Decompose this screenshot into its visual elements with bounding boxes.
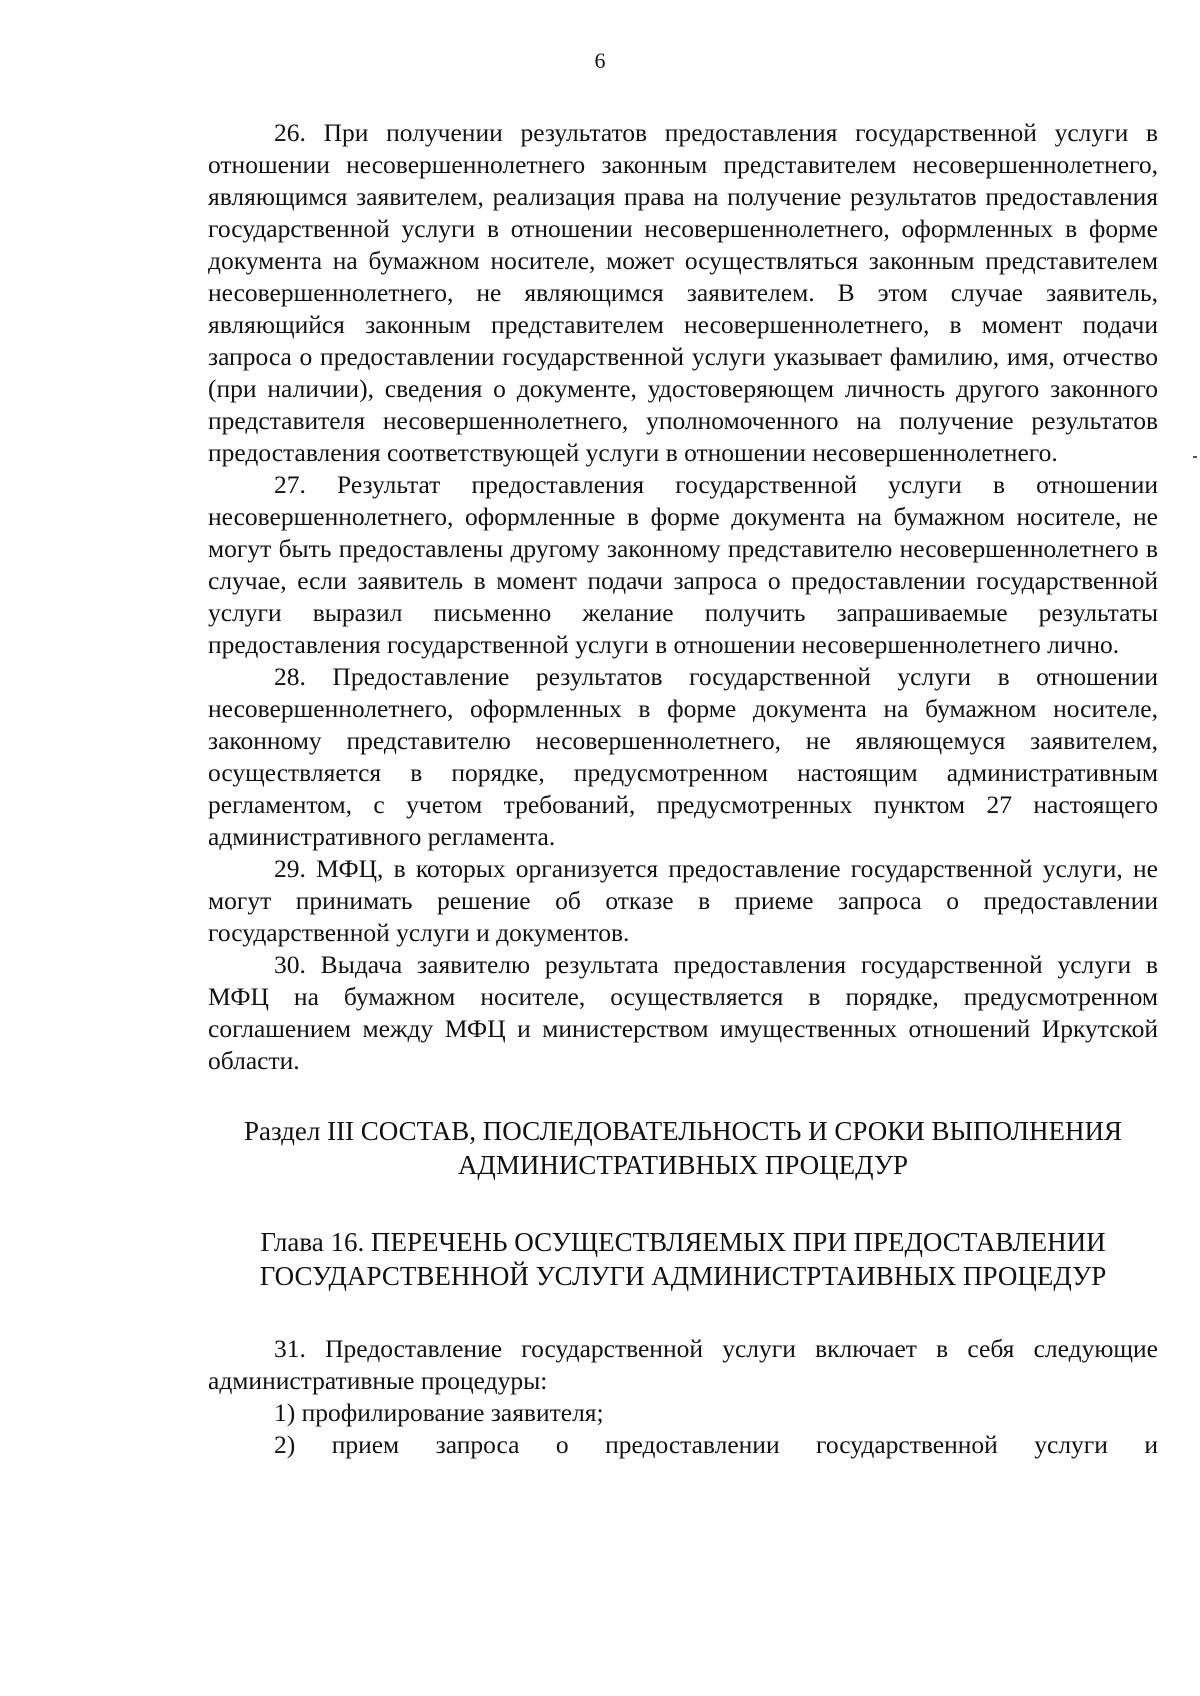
section-heading-line-1: Раздел III СОСТАВ, ПОСЛЕДОВАТЕЛЬНОСТЬ И СРОКИ ВЫПОЛНЕНИЯ [243, 1116, 1123, 1146]
scan-edge-mark [1193, 456, 1197, 458]
page-number: 6 [594, 48, 606, 73]
chapter-heading [208, 1225, 1158, 1293]
paragraph-30: 30. Выдача заявителю результата предоставления государственной услуги в МФЦ на бумажном носителе, осуществляется в порядке, предусмотренном соглашением между МФЦ и министерством имущественных отношений Иркутской области. [208, 950, 1158, 1075]
list-item-2: 2) прием запроса о предоставлении государственной услуги и [274, 1430, 1158, 1459]
paragraph-28: 28. Предоставление результатов государственной услуги в отношении несовершеннолетнего, оформленных в форме документа на бумажном носителе, законному представителю несовершеннолетнего, не являющемуся заявителем, осуществляется в порядке, предусмотренном настоящим административным регламентом, с учетом требований, предусмотренных пунктом 27 настоящего административного регламента. [208, 662, 1158, 851]
chapter-heading-line-1: Глава 16. ПЕРЕЧЕНЬ ОСУЩЕСТВЛЯЕМЫХ ПРИ ПРЕДОСТАВЛЕНИИ [260, 1227, 1106, 1257]
document-body [208, 117, 1158, 1461]
paragraph-29: 29. МФЦ, в которых организуется предоставление государственной услуги, не могут принимать решение об отказе в приеме запроса о предоставлении государственной услуги и документов. [208, 854, 1158, 947]
paragraph-26: 26. При получении результатов предоставления государственной услуги в отношении несовершеннолетнего законным представителем несовершеннолетнего, являющимся заявителем, реализация права на получение результатов предоставления государственной услуги в отношении несовершеннолетнего, оформленных в форме документа на бумажном носителе, может осуществляться законным представителем несовершеннолетнего, не являющимся заявителем. В этом случае заявитель, являющийся законным представителем несовершеннолетнего, в момент подачи запроса о предоставлении государственной услуги указывает фамилию, имя, отчество (при наличии), сведения о документе, удостоверяющем личность другого законного представителя несовершеннолетнего, уполномоченного на получение результатов предоставления соответствующей услуги в отношении несовершеннолетнего. [208, 118, 1158, 467]
paragraph-27: 27. Результат предоставления государственной услуги в отношении несовершеннолетнего, оформленные в форме документа на бумажном носителе, не могут быть предоставлены другому законному представителю несовершеннолетнего в случае, если заявитель в момент подачи запроса о предоставлении государственной услуги выразил письменно желание получить запрашиваемые результаты предоставления государственной услуги в отношении несовершеннолетнего лично. [208, 470, 1158, 659]
section-heading [208, 1114, 1158, 1182]
list-item-1: 1) профилирование заявителя; [274, 1398, 604, 1427]
section-heading-line-2: АДМИНИСТРАТИВНЫХ ПРОЦЕДУР [457, 1150, 909, 1180]
paragraph-31: 31. Предоставление государственной услуги включает в себя следующие административные процедуры: [208, 1334, 1158, 1395]
chapter-heading-line-2: ГОСУДАРСТВЕННОЙ УСЛУГИ АДМИНИСТРТАИВНЫХ ПРОЦЕДУР [259, 1261, 1107, 1291]
